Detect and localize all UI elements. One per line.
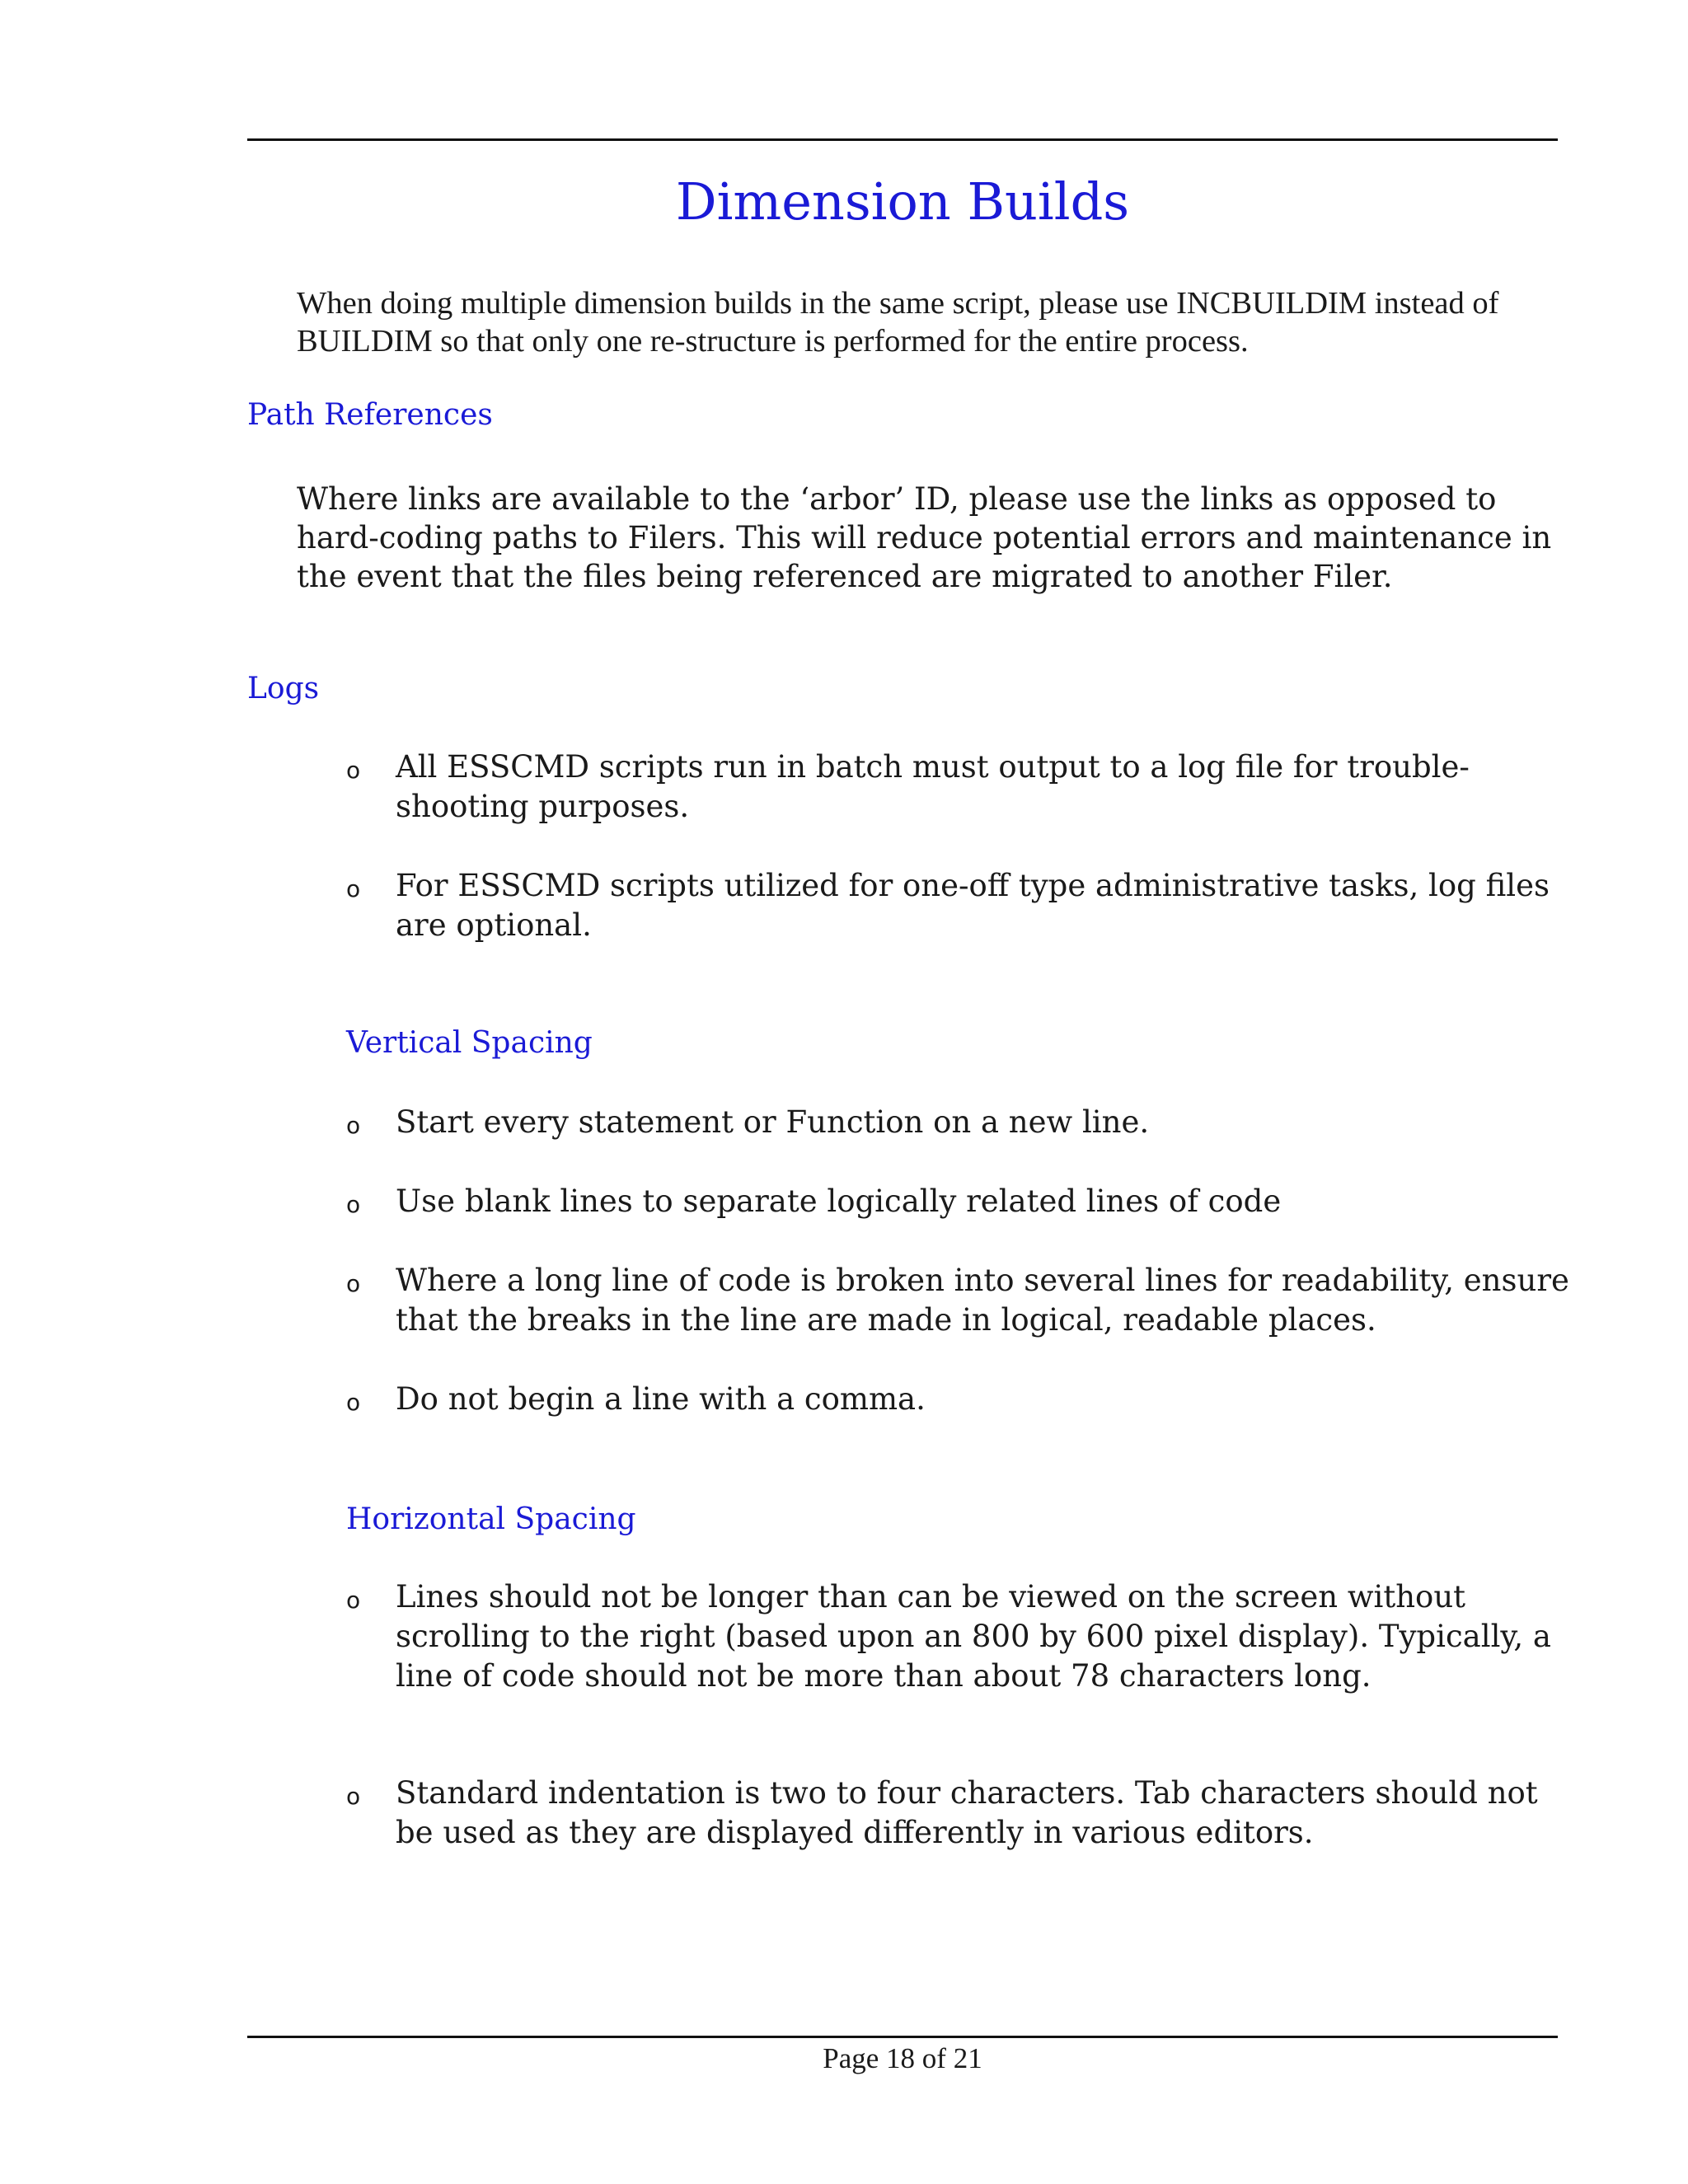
list-item-text: For ESSCMD scripts utilized for one-off type administrative tasks, log files are optional.: [396, 868, 1550, 943]
list-item-text: All ESSCMD scripts run in batch must output to a log file for trouble-shooting purposes.: [396, 749, 1470, 824]
footer-rule: [247, 2036, 1558, 2038]
list-item-text: Start every statement or Function on a new line.: [396, 1104, 1150, 1140]
bullet-icon: o: [346, 1270, 361, 1297]
list-item: [346, 1380, 1574, 1419]
list-item: [346, 1577, 1574, 1696]
heading-horizontal-spacing: Horizontal Spacing: [346, 1502, 636, 1536]
bullet-icon: o: [346, 757, 361, 784]
list-item-text: Standard indentation is two to four characters. Tab characters should not be used as they are displayed differently in various editors.: [396, 1775, 1538, 1850]
heading-path-references: Path References: [247, 398, 493, 432]
bullet-icon: o: [346, 1112, 361, 1139]
path-references-paragraph: Where links are available to the ‘arbor’ ID, please use the links as opposed to hard-coding paths to Filers. This will reduce potential errors and maintenance in the event that the files being referenced are migrated to another Filer.: [297, 481, 1552, 594]
page-title: Dimension Builds: [675, 171, 1130, 232]
list-item-text: Do not begin a line with a comma.: [396, 1381, 926, 1417]
list-item: [346, 1774, 1574, 1853]
list-item: [346, 1261, 1574, 1340]
list-item: [346, 1182, 1574, 1221]
bullet-icon: o: [346, 1783, 361, 1810]
bullet-icon: o: [346, 875, 361, 902]
list-item: [346, 866, 1574, 945]
bullet-icon: o: [346, 1191, 361, 1218]
page-number: Page 18 of 21: [823, 2042, 982, 2074]
list-item: [346, 1103, 1574, 1142]
list-item-text: Use blank lines to separate logically related lines of code: [396, 1183, 1282, 1219]
intro-paragraph: When doing multiple dimension builds in the same script, please use INCBUILDIM instead of BUILDIM so that only one re-structure is performed for the entire process.: [297, 286, 1499, 359]
bullet-icon: o: [346, 1586, 361, 1614]
bullet-icon: o: [346, 1389, 361, 1416]
list-item: [346, 748, 1574, 827]
heading-vertical-spacing: Vertical Spacing: [346, 1026, 593, 1060]
header-rule: [247, 138, 1558, 141]
list-item-text: Lines should not be longer than can be viewed on the screen without scrolling to the right (based upon an 800 by 600 pixel display). Typically, a line of code should not be more than about 78 characters long.: [396, 1579, 1551, 1694]
heading-logs: Logs: [247, 672, 320, 705]
list-item-text: Where a long line of code is broken into several lines for readability, ensure that the breaks in the line are made in logical, readable places.: [396, 1263, 1569, 1338]
